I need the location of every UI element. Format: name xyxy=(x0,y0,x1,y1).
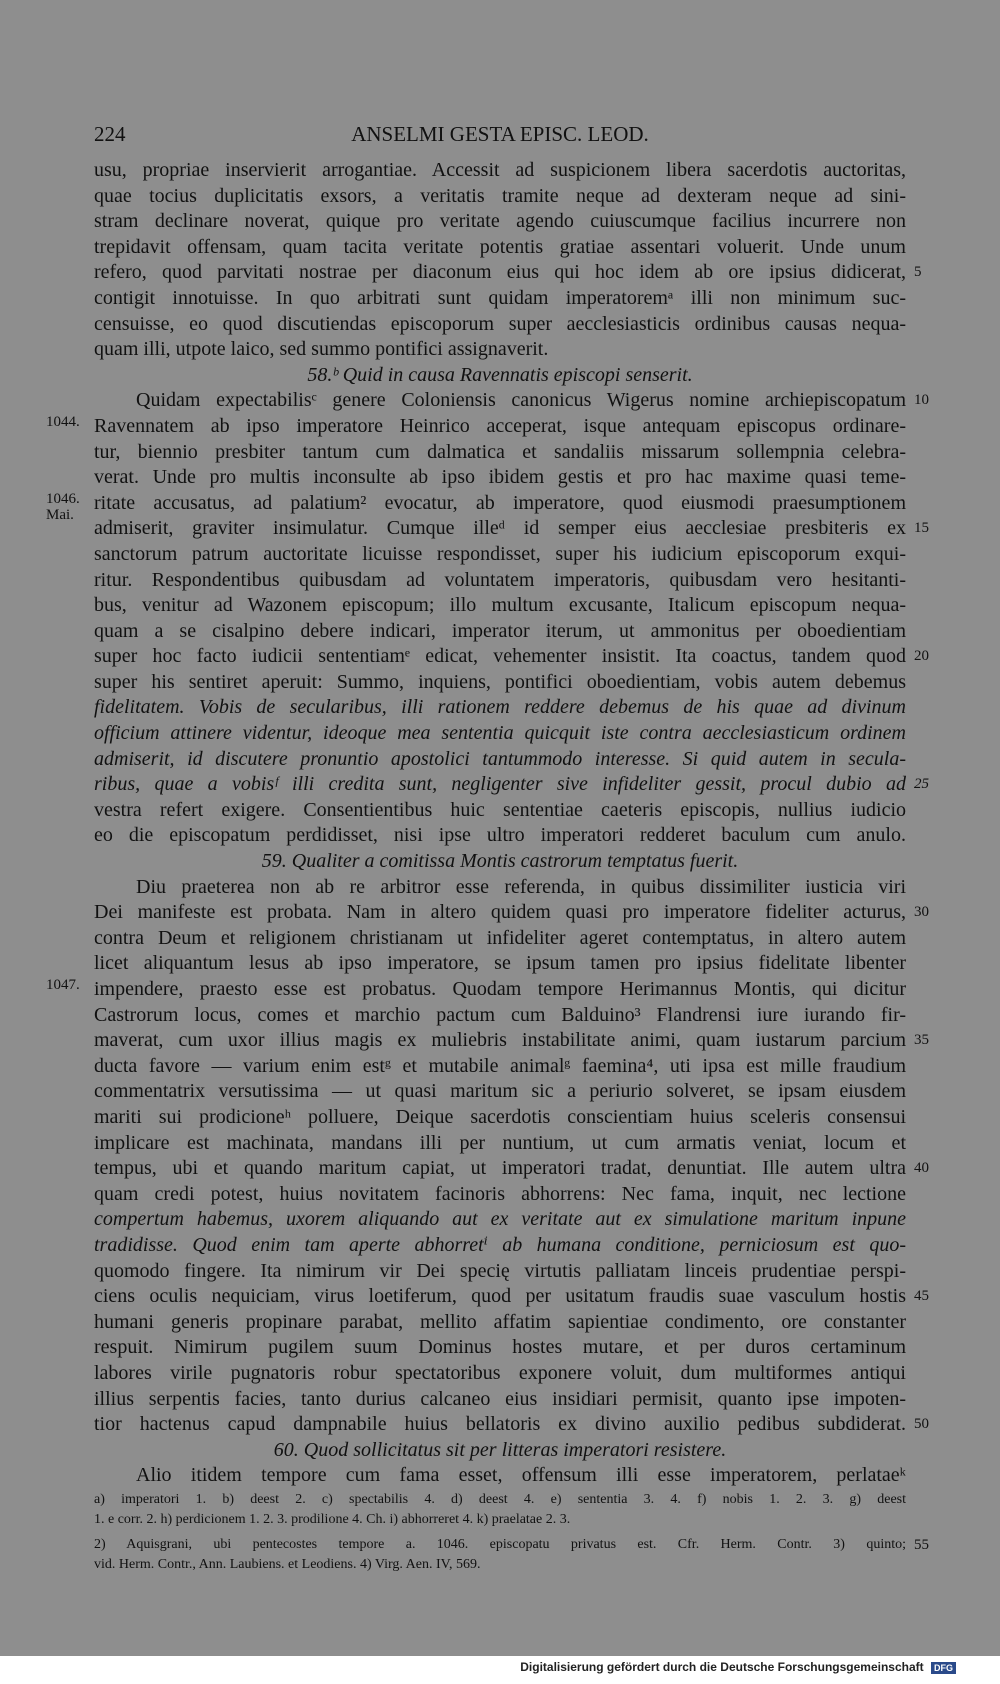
footnote-line xyxy=(94,1490,906,1510)
line-number: 50 xyxy=(914,1416,929,1433)
text-line-text: eo die episcopatum perdidisset, nisi ipse ultro imperatori redderet baculum cum anulo. xyxy=(94,824,906,847)
margin-date: 1047. xyxy=(46,977,80,993)
footnote-line-text: 1. e corr. 2. h) perdicionem 1. 2. 3. prodilione 4. Ch. i) abhorreret 4. k) praelatae 2. 3. xyxy=(94,1512,571,1527)
text-line-text: commentatrix versutissima — ut quasi maritum sic a periurio solveret, se ipsam eiusdem xyxy=(94,1080,906,1103)
text-line xyxy=(94,286,906,312)
text-line xyxy=(94,465,906,491)
text-line-text: tur, biennio presbiter tantum cum dalmatica et sandaliis missarum sollempnia celebra- xyxy=(94,440,906,463)
text-line-text: mariti sui prodicioneʰ polluere, Deique sacerdotis conscientiam huius sceleris consensui xyxy=(94,1105,906,1128)
text-line xyxy=(94,1259,906,1285)
text-line-text: impendere, praesto esse est probatus. Quodam tempore Herimannus Montis, qui dicitur xyxy=(94,978,906,1000)
text-line xyxy=(94,644,929,670)
text-line xyxy=(94,1079,906,1105)
funding-credit xyxy=(520,1660,956,1674)
text-line xyxy=(94,337,906,363)
page-number: 224 xyxy=(94,122,126,146)
text-line xyxy=(94,542,906,568)
text-line xyxy=(94,1233,906,1259)
text-line-text: censuisse, eo quod discutiendas episcoporum super aecclesiasticis ordinibus causas nequa- xyxy=(94,312,906,335)
text-line-text: fidelitatem. Vobis de secularibus, illi rationem reddere debemus de his quae ad divinum xyxy=(94,696,906,719)
text-line-text: ribus, quae a vobisᶠ illi credita sunt, negligenter sive infideliter gessit, procul dubio ad xyxy=(94,773,906,796)
footnote-line xyxy=(94,1510,906,1530)
body-text xyxy=(46,158,929,1489)
section-heading xyxy=(94,363,906,389)
text-line xyxy=(94,1284,929,1310)
text-line-text: Dei manifeste est probata. Nam in altero quidem quasi pro imperatore fideliter acturus, xyxy=(94,901,906,924)
text-line xyxy=(94,619,906,645)
line-number: 10 xyxy=(914,392,929,409)
text-line xyxy=(94,440,906,466)
margin-date: 1044. xyxy=(46,413,80,430)
text-line xyxy=(94,1387,906,1413)
text-line-text: trepidavit offensam, quam tacita veritate potentis gratiae assentari voluerit. Unde unum xyxy=(94,235,906,258)
text-line-text: Quidam expectabilisᶜ genere Coloniensis canonicus Wigerus nomine archiepiscopatum xyxy=(136,389,906,412)
text-line xyxy=(94,1131,906,1157)
credit-text: Digitalisierung gefördert durch die Deutsche Forschungsgemeinschaft xyxy=(520,1660,924,1674)
text-line-text: super his sentiret aperuit: Summo, inquiens, pontifici oboedientiam, vobis autem debemus xyxy=(94,670,906,693)
footnote-line-text: 2) Aquisgrani, ubi pentecostes tempore a. 1046. episcopatu privatus est. Cfr. Herm. Contr. 3) quinto; xyxy=(94,1537,906,1552)
text-line xyxy=(94,823,906,849)
margin-date: 1046. Mai. xyxy=(46,490,80,523)
text-line-text: tempus, ubi et quando maritum capiat, ut imperatori tradat, denuntiat. Ille autem ultra xyxy=(94,1157,906,1180)
text-line xyxy=(94,1207,906,1233)
text-line-text: illius serpentis facies, tanto durius calcaneo eius insidiari permisit, quanto ipse impoten- xyxy=(94,1387,906,1410)
text-line xyxy=(94,1335,906,1361)
text-line xyxy=(94,1105,906,1131)
text-line-text: implicare est machinata, mandans illi per nuntium, ut cum armatis veniat, locum et xyxy=(94,1131,906,1154)
text-line-text: ritur. Respondentibus quibusdam ad voluntatem imperatoris, quibusdam vero hesitanti- xyxy=(94,568,906,591)
text-line-text: quae tocius duplicitatis exsors, a veritatis tramite neque ad dexteram neque ad sini- xyxy=(94,184,906,207)
text-line-text: quam credi potest, huius novitatem facinoris abhorrens: Nec fama, inquit, nec lectione xyxy=(94,1182,906,1205)
text-line-text: quam a se cisalpino debere indicari, imperator iterum, ut ammonitus per oboedientiam xyxy=(94,619,906,642)
text-line-text: Castrorum locus, comes et marchio pactum cum Balduino³ Flandrensi iure iurando fir- xyxy=(94,1003,906,1026)
text-line xyxy=(94,388,929,414)
text-line-text: super hoc facto iudicii sententiamᵉ edicat, vehementer insistit. Ita coactus, tandem quod xyxy=(94,645,906,668)
text-line xyxy=(94,593,906,619)
text-line-text: bus, venitur ad Wazonem episcopum; illo multum excusante, Italicum episcopum nequa- xyxy=(94,594,906,617)
text-line-text: quomodo fingere. Ita nimirum vir Dei specię virtutis palliatam linceis prudentiae perspi- xyxy=(94,1259,906,1282)
line-number: 30 xyxy=(914,904,929,921)
text-line xyxy=(94,312,906,338)
text-line xyxy=(46,977,906,1003)
text-line-text: vestra refert exigere. Consentientibus huic sententiae caeteris episcopis, nullius iudicio xyxy=(94,798,906,821)
text-line-text: verat. Unde pro multis inconsulte ab ipso ibidem gestis et pro hac maxime quasi teme- xyxy=(94,466,906,489)
text-line xyxy=(94,1361,906,1387)
text-line-text: Ravennatem ab ipso imperatore Heinrico acceperat, isque antequam episcopus ordinare- xyxy=(94,414,906,437)
text-line xyxy=(94,875,906,901)
text-line-text: Alio itidem tempore cum fama esset, offensum illi esse imperatorem, perlataeᵏ xyxy=(136,1464,906,1487)
text-line xyxy=(94,747,906,773)
text-line-text: licet aliquantum lesus ab ipso imperatore, se ipsum tamen pro ipsius fidelitate libenter xyxy=(94,952,906,975)
text-line-text: stram declinare noverat, quique pro veritate agendo cuiuscumque facilius incurrere non xyxy=(94,210,906,233)
text-line xyxy=(94,798,906,824)
line-number: 35 xyxy=(914,1032,929,1049)
text-line-text: tior hactenus capud dampnabile huius bellatoris ex divino auxilio pedibus subdiderat. xyxy=(94,1413,906,1436)
footnote-line-text: a) imperatori 1. b) deest 2. c) spectabilis 4. d) deest 4. e) sententia 3. 4. f) nobis 1. 2. 3. g) deest xyxy=(94,1492,906,1507)
text-line-text: refero, quod parvitati nostrae per diaconum eius qui hoc idem ab ore ipsius didicerat, xyxy=(94,261,906,284)
section-heading xyxy=(94,1438,906,1464)
text-line xyxy=(94,951,906,977)
line-number: 5 xyxy=(914,264,922,281)
text-line-text: admiserit, id discutere pronuntio apostolici tantummodo interesse. Si quid autem in secula- xyxy=(94,747,906,770)
text-line xyxy=(94,1156,929,1182)
section-heading xyxy=(94,849,906,875)
line-number: 45 xyxy=(914,1288,929,1305)
line-number: 15 xyxy=(914,520,929,537)
text-line-text: respuit. Nimirum pugilem suum Dominus hostes mutare, et per duros certaminum xyxy=(94,1336,906,1359)
text-line xyxy=(46,490,906,523)
text-line-text: 59. Qualiter a comitissa Montis castrorum temptatus fuerit. xyxy=(261,850,739,873)
text-line xyxy=(94,926,906,952)
text-line xyxy=(94,1463,906,1489)
text-line-text: ritate accusatus, ad palatium² evocatur, ab imperatore, quod eiusmodi praesumptionem xyxy=(94,491,906,514)
text-line xyxy=(94,1028,929,1054)
text-line-text: compertum habemus, uxorem aliquando aut ex veritate aut ex simulatione maritum inpune xyxy=(94,1208,906,1231)
footnote-line xyxy=(94,1555,906,1575)
dfg-logo: DFG xyxy=(931,1662,956,1674)
text-line xyxy=(94,772,929,798)
text-line xyxy=(94,900,929,926)
text-line-text: admiserit, graviter insimulatur. Cumque illeᵈ id semper eius aecclesiae presbiteris ex xyxy=(94,517,906,540)
text-line xyxy=(94,670,906,696)
text-line-text: labores virile pugnatoris robur spectatoribus exponere voluit, dum multiformes antiqui xyxy=(94,1361,906,1384)
footnote-line-text: vid. Herm. Contr., Ann. Laubiens. et Leodiens. 4) Virg. Aen. IV, 569. xyxy=(94,1557,481,1572)
text-line-text: humani generis propinare parabat, mellito affatim sapientiae condimento, ore constanter xyxy=(94,1310,906,1333)
text-line xyxy=(94,260,922,286)
text-line-text: ducta favore — varium enim estᵍ et mutabile animalᵍ faemina⁴, uti ipsa est mille fraudium xyxy=(94,1054,906,1077)
critical-apparatus xyxy=(94,1490,906,1530)
footnote-line xyxy=(94,1535,929,1555)
text-line-text: quam illi, utpote laico, sed summo pontifici assignaverit. xyxy=(94,338,549,361)
text-line xyxy=(94,568,906,594)
text-line xyxy=(94,209,906,235)
text-line xyxy=(94,1412,929,1438)
line-number: 20 xyxy=(914,648,929,665)
text-line xyxy=(94,235,906,261)
text-line xyxy=(94,184,906,210)
text-line xyxy=(94,158,906,184)
text-line-text: tradidisse. Quod enim tam aperte abhorretⁱ ab humana conditione, perniciosum est quo- xyxy=(94,1233,906,1256)
text-line-text: contigit innotuisse. In quo arbitrati sunt quidam imperatoremᵃ illi non minimum suc- xyxy=(94,286,906,309)
text-line xyxy=(94,1182,906,1208)
text-line-text: officium attinere videntur, ideoque mea sententia quicquit iste contra aecclesiasticum ordinem xyxy=(94,722,906,745)
text-line-text: ciens oculis nequiciam, virus loetiferum, quod per usitatum fraudis suae vasculum hostis xyxy=(94,1285,906,1308)
text-line xyxy=(94,1054,906,1080)
line-number: 40 xyxy=(914,1160,929,1177)
text-line-text: 60. Quod sollicitatus sit per litteras imperatori resistere. xyxy=(273,1438,727,1461)
historical-notes xyxy=(94,1535,929,1575)
text-line-text: Diu praeterea non ab re arbitror esse referenda, in quibus dissimiliter iusticia viri xyxy=(136,875,906,898)
text-line xyxy=(46,413,906,440)
text-line-text: sanctorum patrum auctoritate licuisse respondisset, super his iudicium episcoporum exqui- xyxy=(94,542,906,565)
text-line-text: usu, propriae inservierit arrogantiae. Accessit ad suspicionem libera sacerdotis auctoritas, xyxy=(94,159,906,181)
text-line xyxy=(94,1310,906,1336)
text-line xyxy=(94,695,906,721)
line-number: 55 xyxy=(914,1537,929,1553)
text-line xyxy=(94,721,906,747)
text-line-text: 58.ᵇ Quid in causa Ravennatis episcopi senserit. xyxy=(307,363,693,386)
line-number: 25 xyxy=(914,776,929,793)
text-line xyxy=(94,516,929,542)
text-line-text: maverat, cum uxor illius magis ex muliebris instabilitate animi, quam iustarum parcium xyxy=(94,1029,906,1052)
text-line-text: contra Deum et religionem christianam ut infideliter ageret contemptatus, in altero autem xyxy=(94,926,906,949)
text-line xyxy=(94,1003,906,1029)
running-title: ANSELMI GESTA EPISC. LEOD. xyxy=(351,122,649,146)
